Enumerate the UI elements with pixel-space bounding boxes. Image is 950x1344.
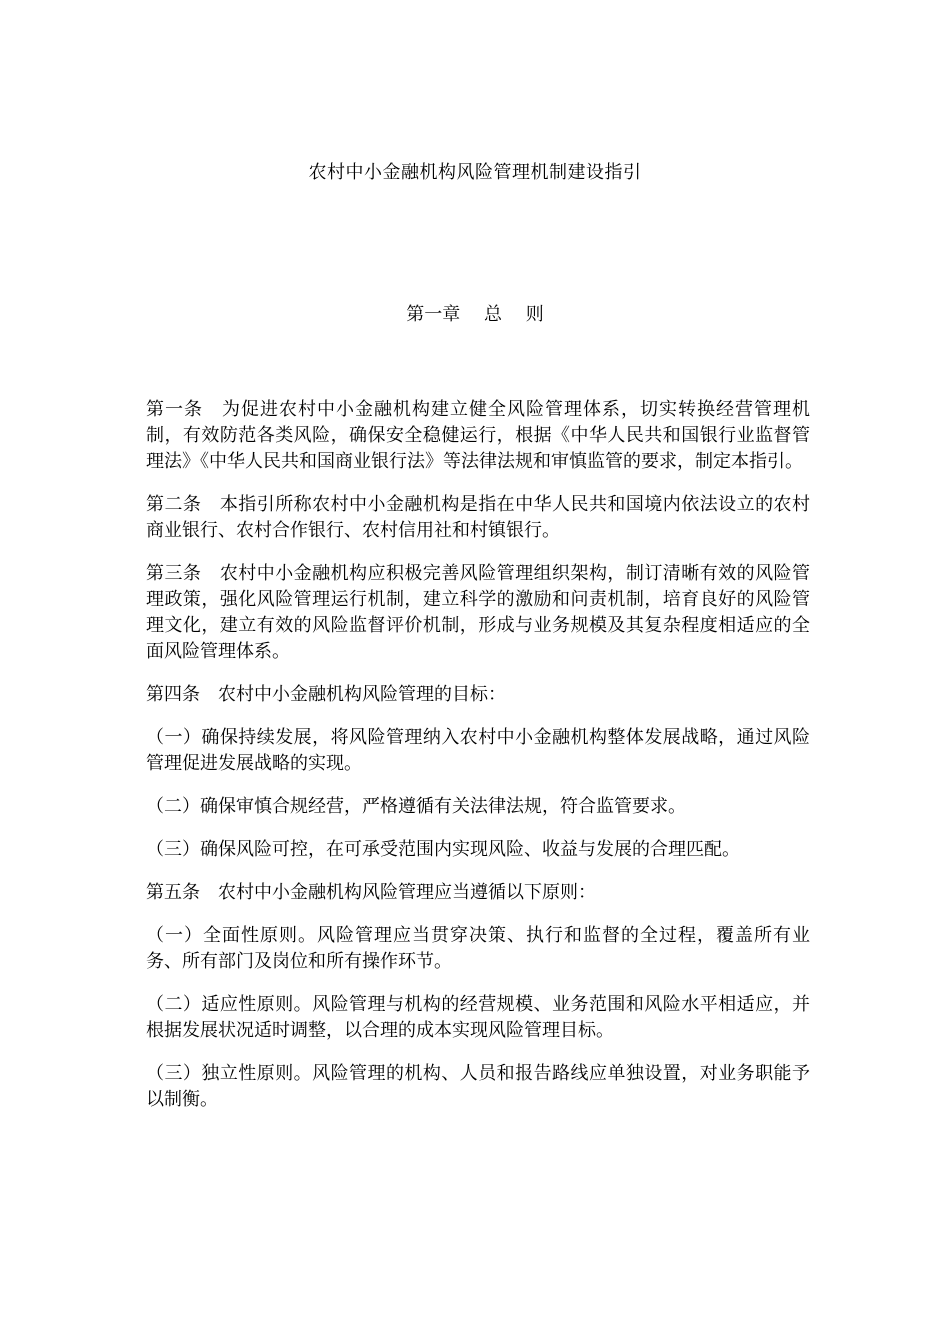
article-2-number: 第二条 bbox=[146, 494, 220, 515]
article-1 bbox=[146, 397, 810, 475]
article-4-item-2 bbox=[146, 794, 810, 820]
article-5-item-3-text: （三）独立性原则。风险管理的机构、人员和报告路线应单独设置，对业务职能予以制衡。 bbox=[146, 1063, 810, 1110]
document-title: 农村中小金融机构风险管理机制建设指引 bbox=[308, 162, 642, 183]
article-4-item-3-text: （三）确保风险可控，在可承受范围内实现风险、收益与发展的合理匹配。 bbox=[146, 839, 740, 860]
article-5-item-3 bbox=[146, 1061, 810, 1113]
article-4-item-1 bbox=[146, 725, 810, 777]
chapter-heading: 第一章 总 则 bbox=[406, 304, 544, 325]
article-3-number: 第三条 bbox=[146, 563, 220, 584]
article-5-item-1-text: （一）全面性原则。风险管理应当贯穿决策、执行和监督的全过程，覆盖所有业务、所有部门及岗位和所有操作环节。 bbox=[146, 925, 810, 972]
article-4 bbox=[146, 682, 810, 708]
document-body bbox=[146, 397, 810, 1130]
article-5 bbox=[146, 880, 810, 906]
article-5-item-2-text: （二）适应性原则。风险管理与机构的经营规模、业务范围和风险水平相适应，并根据发展状况适时调整，以合理的成本实现风险管理目标。 bbox=[146, 994, 810, 1041]
article-4-item-1-text: （一）确保持续发展，将风险管理纳入农村中小金融机构整体发展战略，通过风险管理促进发展战略的实现。 bbox=[146, 727, 810, 774]
article-1-number: 第一条 bbox=[146, 399, 222, 420]
article-4-number: 第四条 bbox=[146, 684, 218, 705]
article-2-text: 本指引所称农村中小金融机构是指在中华人民共和国境内依法设立的农村商业银行、农村合作银行、农村信用社和村镇银行。 bbox=[146, 494, 810, 541]
article-2 bbox=[146, 492, 810, 544]
article-5-item-1 bbox=[146, 923, 810, 975]
article-4-item-3 bbox=[146, 837, 810, 863]
article-1-text: 为促进农村中小金融机构建立健全风险管理体系，切实转换经营管理机制，有效防范各类风险，确保安全稳健运行，根据《中华人民共和国银行业监督管理法》《中华人民共和国商业银行法》等法律法规和审慎监管的要求，制定本指引。 bbox=[146, 399, 810, 472]
article-3 bbox=[146, 561, 810, 665]
article-5-number: 第五条 bbox=[146, 882, 218, 903]
article-5-item-2 bbox=[146, 992, 810, 1044]
article-4-text: 农村中小金融机构风险管理的目标： bbox=[218, 684, 506, 705]
article-3-text: 农村中小金融机构应积极完善风险管理组织架构，制订清晰有效的风险管理政策，强化风险管理运行机制，建立科学的激励和问责机制，培育良好的风险管理文化，建立有效的风险监督评价机制，形成与业务规模及其复杂程度相适应的全面风险管理体系。 bbox=[146, 563, 810, 662]
article-5-text: 农村中小金融机构风险管理应当遵循以下原则： bbox=[218, 882, 596, 903]
article-4-item-2-text: （二）确保审慎合规经营，严格遵循有关法律法规，符合监管要求。 bbox=[146, 796, 686, 817]
